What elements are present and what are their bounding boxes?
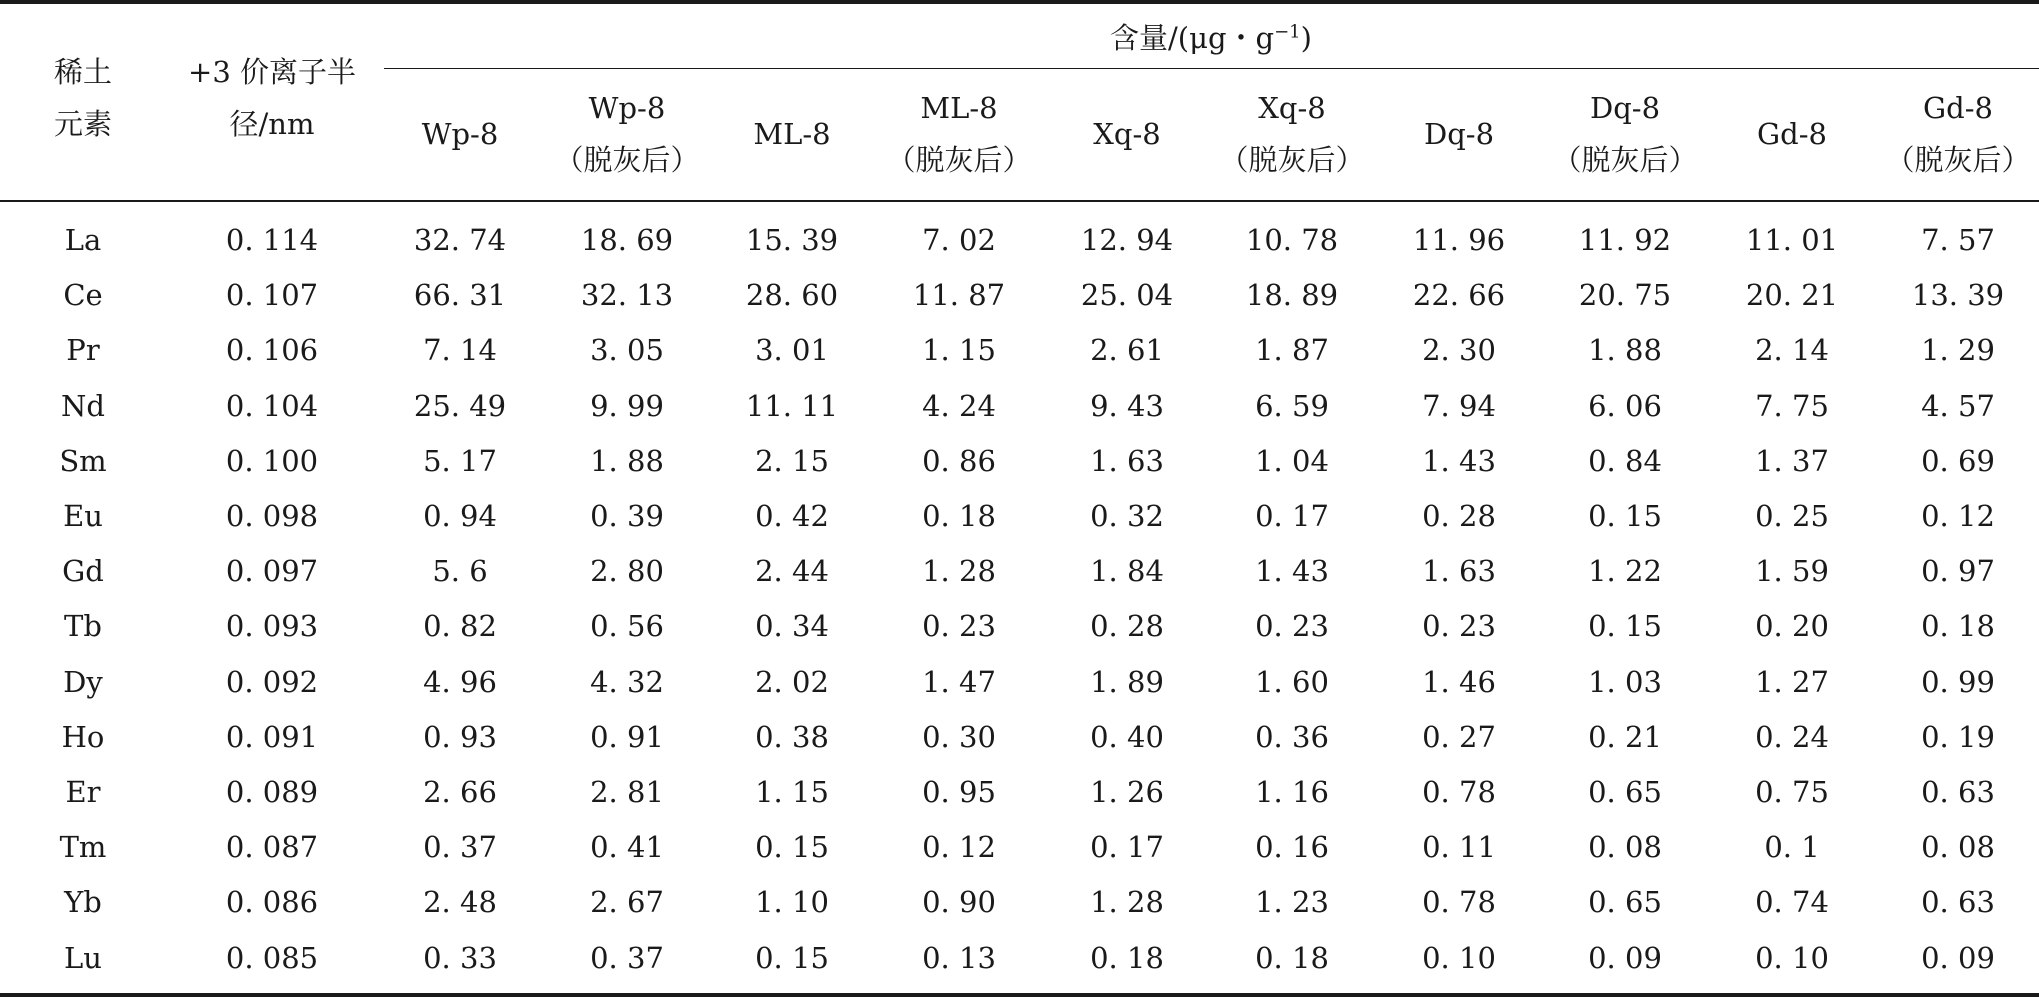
element-cell: Pr <box>66 333 100 367</box>
value-cell: 0. 63 <box>1921 775 1995 809</box>
value-cell: 2. 48 <box>423 885 497 919</box>
value-cell: 0. 30 <box>922 720 996 754</box>
span-title-prefix: 含量/(μg・g <box>1110 21 1275 55</box>
bottom-rule <box>0 993 2039 997</box>
value-cell: 1. 03 <box>1588 665 1662 699</box>
element-cell: Tb <box>64 609 102 643</box>
value-cell: 0. 16 <box>1255 830 1329 864</box>
value-cell: 2. 15 <box>755 444 829 478</box>
span-rule <box>384 68 2039 69</box>
sample-header-name: ML-8 <box>753 117 831 151</box>
value-cell: 0. 97 <box>1921 554 1995 588</box>
value-cell: 0. 18 <box>1090 941 1164 975</box>
value-cell: 0. 18 <box>1921 609 1995 643</box>
value-cell: 0. 32 <box>1090 499 1164 533</box>
element-cell: Sm <box>59 444 107 478</box>
value-cell: 0. 78 <box>1422 885 1496 919</box>
value-cell: 1. 46 <box>1422 665 1496 699</box>
sample-header <box>1093 108 1160 160</box>
value-cell: 1. 43 <box>1422 444 1496 478</box>
value-cell: 1. 15 <box>922 333 996 367</box>
value-cell: 0. 36 <box>1255 720 1329 754</box>
value-cell: 0. 18 <box>1255 941 1329 975</box>
value-cell: 0. 95 <box>922 775 996 809</box>
value-cell: 1. 43 <box>1255 554 1329 588</box>
value-cell: 20. 21 <box>1745 278 1839 312</box>
value-cell: 11. 01 <box>1745 223 1839 257</box>
value-cell: 0. 84 <box>1588 444 1662 478</box>
sample-header-sub: （脱灰后） <box>554 143 700 177</box>
element-cell: Ho <box>61 720 105 754</box>
value-cell: 0. 23 <box>1422 609 1496 643</box>
value-cell: 1. 15 <box>755 775 829 809</box>
value-cell: 0. 15 <box>1588 499 1662 533</box>
value-cell: 4. 24 <box>922 389 996 423</box>
value-cell: 4. 32 <box>590 665 664 699</box>
value-cell: 2. 14 <box>1755 333 1829 367</box>
value-cell: 1. 28 <box>922 554 996 588</box>
value-cell: 0. 20 <box>1755 609 1829 643</box>
value-cell: 1. 16 <box>1255 775 1329 809</box>
value-cell: 0. 94 <box>423 499 497 533</box>
radius-cell: 0. 085 <box>225 941 319 975</box>
element-cell: La <box>64 223 102 257</box>
sample-header <box>1885 82 2030 186</box>
value-cell: 0. 99 <box>1921 665 1995 699</box>
sample-header-name: Gd-8 <box>1923 91 1993 125</box>
value-cell: 25. 49 <box>413 389 507 423</box>
radius-cell: 0. 092 <box>225 665 319 699</box>
radius-cell: 0. 087 <box>225 830 319 864</box>
sample-header <box>1757 108 1827 160</box>
value-cell: 0. 19 <box>1921 720 1995 754</box>
content-span-title <box>1110 18 1312 58</box>
value-cell: 0. 08 <box>1921 830 1995 864</box>
value-cell: 0. 10 <box>1755 941 1829 975</box>
value-cell: 11. 96 <box>1412 223 1506 257</box>
value-cell: 2. 67 <box>590 885 664 919</box>
radius-cell: 0. 114 <box>225 223 319 257</box>
value-cell: 15. 39 <box>745 223 839 257</box>
sample-header <box>1552 82 1697 186</box>
value-cell: 0. 90 <box>922 885 996 919</box>
value-cell: 0. 11 <box>1422 830 1496 864</box>
value-cell: 0. 33 <box>423 941 497 975</box>
radius-col-header-line1: +3 价离子半 <box>188 55 356 89</box>
value-cell: 0. 23 <box>1255 609 1329 643</box>
value-cell: 0. 17 <box>1255 499 1329 533</box>
radius-cell: 0. 106 <box>225 333 319 367</box>
value-cell: 11. 92 <box>1578 223 1672 257</box>
value-cell: 0. 15 <box>755 830 829 864</box>
radius-cell: 0. 089 <box>225 775 319 809</box>
value-cell: 1. 47 <box>922 665 996 699</box>
sample-header-name: Xq-8 <box>1093 117 1161 151</box>
radius-cell: 0. 091 <box>225 720 319 754</box>
value-cell: 1. 84 <box>1090 554 1164 588</box>
element-cell: Eu <box>63 499 103 533</box>
value-cell: 0. 1 <box>1764 830 1820 864</box>
value-cell: 0. 12 <box>1921 499 1995 533</box>
value-cell: 1. 63 <box>1090 444 1164 478</box>
value-cell: 0. 08 <box>1588 830 1662 864</box>
value-cell: 32. 74 <box>413 223 507 257</box>
radius-cell: 0. 100 <box>225 444 319 478</box>
value-cell: 18. 89 <box>1245 278 1339 312</box>
value-cell: 0. 37 <box>590 941 664 975</box>
radius-cell: 0. 098 <box>225 499 319 533</box>
value-cell: 1. 88 <box>1588 333 1662 367</box>
value-cell: 1. 10 <box>755 885 829 919</box>
value-cell: 1. 28 <box>1090 885 1164 919</box>
value-cell: 0. 82 <box>423 609 497 643</box>
value-cell: 0. 41 <box>590 830 664 864</box>
header-rule <box>0 200 2039 202</box>
radius-cell: 0. 107 <box>225 278 319 312</box>
value-cell: 0. 09 <box>1921 941 1995 975</box>
value-cell: 6. 59 <box>1255 389 1329 423</box>
sample-header-sub: （脱灰后） <box>1552 143 1698 177</box>
value-cell: 0. 15 <box>1588 609 1662 643</box>
value-cell: 7. 02 <box>922 223 996 257</box>
value-cell: 4. 57 <box>1921 389 1995 423</box>
value-cell: 0. 12 <box>922 830 996 864</box>
value-cell: 0. 74 <box>1755 885 1829 919</box>
value-cell: 0. 65 <box>1588 775 1662 809</box>
value-cell: 2. 66 <box>423 775 497 809</box>
value-cell: 0. 75 <box>1755 775 1829 809</box>
radius-col-header-line2: 径/nm <box>229 107 315 141</box>
value-cell: 2. 81 <box>590 775 664 809</box>
sample-header-name: Dq-8 <box>1423 117 1495 151</box>
value-cell: 5. 6 <box>432 554 488 588</box>
value-cell: 1. 27 <box>1755 665 1829 699</box>
element-cell: Lu <box>64 941 102 975</box>
value-cell: 0. 93 <box>423 720 497 754</box>
value-cell: 25. 04 <box>1080 278 1174 312</box>
sample-header-name: Gd-8 <box>1757 117 1827 151</box>
value-cell: 0. 42 <box>755 499 829 533</box>
value-cell: 0. 34 <box>755 609 829 643</box>
value-cell: 18. 69 <box>580 223 674 257</box>
sample-header-sub: （脱灰后） <box>886 143 1032 177</box>
element-col-header <box>54 46 112 150</box>
value-cell: 0. 21 <box>1588 720 1662 754</box>
value-cell: 7. 75 <box>1755 389 1829 423</box>
sample-header-name: Dq-8 <box>1589 91 1661 125</box>
value-cell: 1. 88 <box>590 444 664 478</box>
value-cell: 2. 44 <box>755 554 829 588</box>
value-cell: 1. 04 <box>1255 444 1329 478</box>
top-rule <box>0 0 2039 4</box>
value-cell: 5. 17 <box>423 444 497 478</box>
element-col-header-line1: 稀土 <box>53 55 113 89</box>
value-cell: 0. 40 <box>1090 720 1164 754</box>
element-cell: Tm <box>59 830 107 864</box>
span-title-superscript: −1 <box>1274 21 1301 43</box>
sample-header <box>1424 108 1494 160</box>
value-cell: 0. 39 <box>590 499 664 533</box>
value-cell: 7. 57 <box>1921 223 1995 257</box>
sample-header-name: Wp-8 <box>588 91 666 125</box>
value-cell: 0. 78 <box>1422 775 1496 809</box>
value-cell: 2. 30 <box>1422 333 1496 367</box>
radius-cell: 0. 086 <box>225 885 319 919</box>
span-title-suffix: ) <box>1300 21 1312 55</box>
value-cell: 0. 24 <box>1755 720 1829 754</box>
value-cell: 0. 28 <box>1090 609 1164 643</box>
value-cell: 1. 59 <box>1755 554 1829 588</box>
value-cell: 22. 66 <box>1412 278 1506 312</box>
value-cell: 6. 06 <box>1588 389 1662 423</box>
value-cell: 1. 63 <box>1422 554 1496 588</box>
value-cell: 0. 23 <box>922 609 996 643</box>
value-cell: 20. 75 <box>1578 278 1672 312</box>
value-cell: 0. 63 <box>1921 885 1995 919</box>
value-cell: 11. 11 <box>745 389 839 423</box>
value-cell: 2. 80 <box>590 554 664 588</box>
sample-header <box>753 108 830 160</box>
value-cell: 1. 60 <box>1255 665 1329 699</box>
value-cell: 2. 02 <box>755 665 829 699</box>
value-cell: 1. 37 <box>1755 444 1829 478</box>
value-cell: 0. 56 <box>590 609 664 643</box>
value-cell: 28. 60 <box>745 278 839 312</box>
value-cell: 0. 37 <box>423 830 497 864</box>
value-cell: 32. 13 <box>580 278 674 312</box>
value-cell: 13. 39 <box>1911 278 2005 312</box>
element-cell: Nd <box>61 389 105 423</box>
value-cell: 0. 25 <box>1755 499 1829 533</box>
value-cell: 11. 87 <box>912 278 1006 312</box>
value-cell: 1. 22 <box>1588 554 1662 588</box>
value-cell: 0. 15 <box>755 941 829 975</box>
value-cell: 0. 17 <box>1090 830 1164 864</box>
element-col-header-line2: 元素 <box>53 107 113 141</box>
value-cell: 7. 14 <box>423 333 497 367</box>
value-cell: 0. 38 <box>755 720 829 754</box>
value-cell: 0. 69 <box>1921 444 1995 478</box>
value-cell: 0. 13 <box>922 941 996 975</box>
element-cell: Er <box>65 775 101 809</box>
value-cell: 0. 27 <box>1422 720 1496 754</box>
sample-header-sub: （脱灰后） <box>1885 143 2031 177</box>
sample-header <box>886 82 1031 186</box>
value-cell: 1. 23 <box>1255 885 1329 919</box>
radius-cell: 0. 104 <box>225 389 319 423</box>
value-cell: 0. 91 <box>590 720 664 754</box>
value-cell: 0. 65 <box>1588 885 1662 919</box>
value-cell: 3. 01 <box>755 333 829 367</box>
element-cell: Yb <box>64 885 102 919</box>
sample-header <box>422 108 499 160</box>
value-cell: 2. 61 <box>1090 333 1164 367</box>
sample-header-sub: （脱灰后） <box>1219 143 1365 177</box>
sample-header-name: Xq-8 <box>1258 91 1326 125</box>
value-cell: 1. 29 <box>1921 333 1995 367</box>
value-cell: 1. 89 <box>1090 665 1164 699</box>
sample-header-name: Wp-8 <box>421 117 499 151</box>
radius-cell: 0. 097 <box>225 554 319 588</box>
value-cell: 0. 28 <box>1422 499 1496 533</box>
value-cell: 1. 26 <box>1090 775 1164 809</box>
value-cell: 0. 09 <box>1588 941 1662 975</box>
value-cell: 7. 94 <box>1422 389 1496 423</box>
value-cell: 12. 94 <box>1080 223 1174 257</box>
value-cell: 66. 31 <box>413 278 507 312</box>
value-cell: 3. 05 <box>590 333 664 367</box>
element-cell: Dy <box>63 665 103 699</box>
value-cell: 9. 43 <box>1090 389 1164 423</box>
value-cell: 4. 96 <box>423 665 497 699</box>
value-cell: 0. 18 <box>922 499 996 533</box>
element-cell: Ce <box>63 278 103 312</box>
radius-col-header <box>188 46 356 150</box>
value-cell: 0. 86 <box>922 444 996 478</box>
radius-cell: 0. 093 <box>225 609 319 643</box>
sample-header-name: ML-8 <box>920 91 998 125</box>
sample-header <box>1219 82 1364 186</box>
element-cell: Gd <box>62 554 104 588</box>
value-cell: 0. 10 <box>1422 941 1496 975</box>
value-cell: 9. 99 <box>590 389 664 423</box>
value-cell: 10. 78 <box>1245 223 1339 257</box>
sample-header <box>554 82 699 186</box>
value-cell: 1. 87 <box>1255 333 1329 367</box>
